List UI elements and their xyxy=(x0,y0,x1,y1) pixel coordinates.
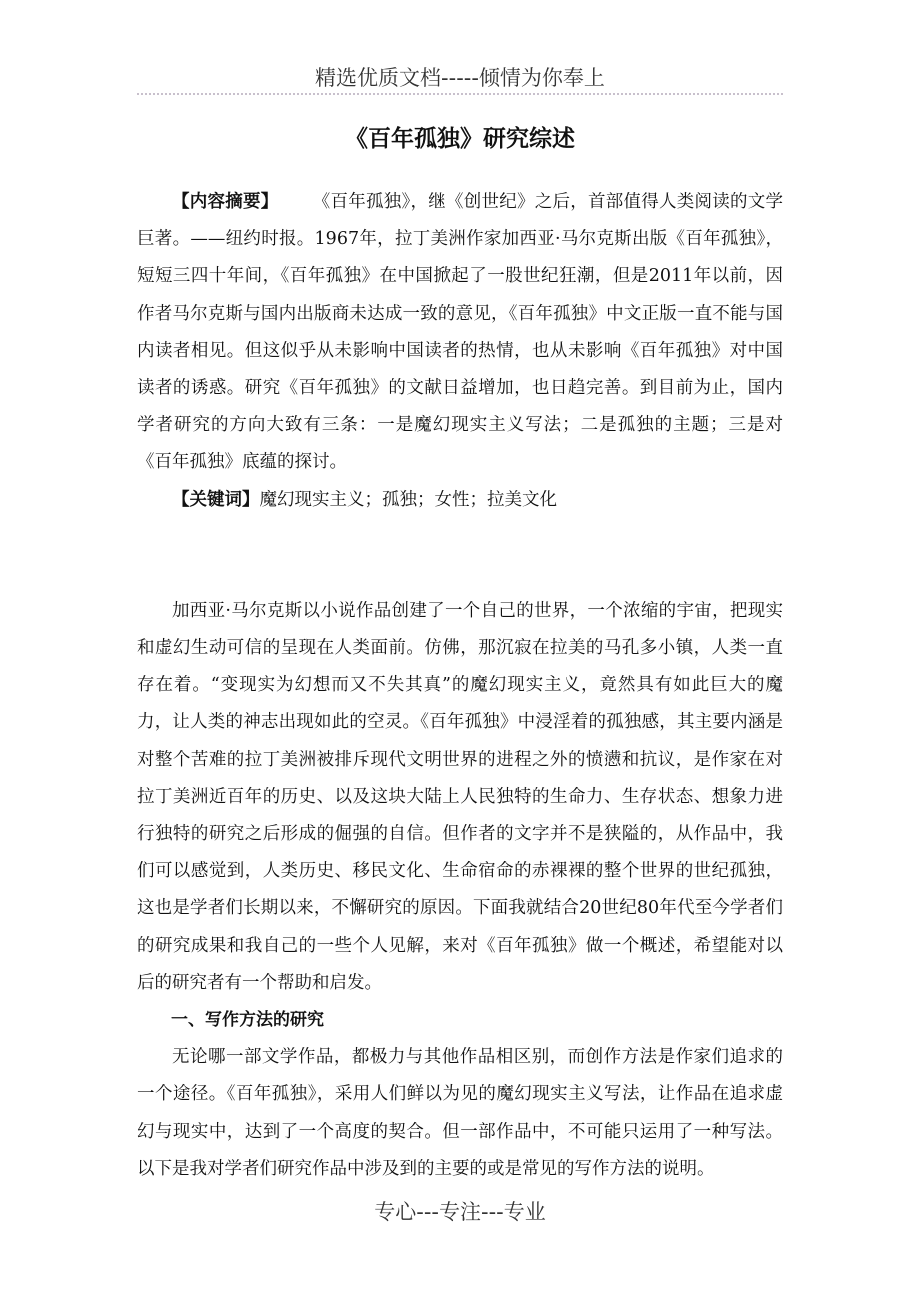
section-paragraph: 无论哪一部文学作品，都极力与其他作品相区别，而创作方法是作家们追求的一个途径。《百年孤独》，采用人们鲜以为见的魔幻现实主义写法，让作品在追求虚幻与现实中，达到了一个高度的契合。但一部作品中，不可能只运用了一种写法。以下是我对学者们研究作品中涉及到的主要的或是常见的写作方法的说明。 xyxy=(137,1047,783,1179)
keywords-paragraph xyxy=(137,482,783,519)
page-header: 精选优质文档-----倾情为你奉上 xyxy=(315,66,605,90)
document-body xyxy=(137,184,783,1188)
keywords-text: 魔幻现实主义；孤独；女性；拉美文化 xyxy=(259,489,557,510)
keywords-label: 【关键词】 xyxy=(172,489,260,510)
abstract-text: 《百年孤独》，继《创世纪》之后，首部值得人类阅读的文学巨著。——纽约时报。1967年，拉丁美洲作家加西亚·马尔克斯出版《百年孤独》，短短三四十年间，《百年孤独》在中国掀起了一股世纪狂潮，但是2011年以前，因作者马尔克斯与国内出版商未达成一致的意见，《百年孤独》中文正版一直不能与国内读者相见。但这似乎从未影响中国读者的热情，也从未影响《百年孤独》对中国读者的诱惑。研究《百年孤独》的文献日益增加，也日趋完善。到目前为止，国内学者研究的方向大致有三条：一是魔幻现实主义写法；二是孤独的主题；三是对《百年孤独》底蕴的探讨。 xyxy=(137,192,783,473)
intro-paragraph: 加西亚·马尔克斯以小说作品创建了一个自己的世界，一个浓缩的宇宙，把现实和虚幻生动可信的呈现在人类面前。仿佛，那沉寂在拉美的马孔多小镇，人类一直存在着。“变现实为幻想而又不失其真”的魔幻现实主义，竟然具有如此巨大的魔力，让人类的神志出现如此的空灵。《百年孤独》中浸淫着的孤独感，其主要内涵是对整个苦难的拉丁美洲被排斥现代文明世界的进程之外的愤懑和抗议，是作家在对拉丁美洲近百年的历史、以及这块大陆上人民独特的生命力、生存状态、想象力进行独特的研究之后形成的倔强的自信。但作者的文字并不是狭隘的，从作品中，我们可以感觉到，人类历史、移民文化、生命宿命的赤裸裸的整个世界的世纪孤独，这也是学者们长期以来，不懈研究的原因。下面我就结合20世纪80年代至今学者们的研究成果和我自己的一些个人见解，来对《百年孤独》做一个概述，希望能对以后的研究者有一个帮助和启发。 xyxy=(137,600,783,993)
header-divider xyxy=(137,93,783,95)
section-heading: 一、写作方法的研究 xyxy=(171,1010,324,1031)
abstract-paragraph xyxy=(137,184,783,482)
blank-space xyxy=(137,519,783,593)
abstract-label: 【内容摘要】 xyxy=(172,192,279,212)
page-footer: 专心---专注---专业 xyxy=(374,1200,546,1224)
document-title: 《百年孤独》研究综述 xyxy=(345,126,575,152)
